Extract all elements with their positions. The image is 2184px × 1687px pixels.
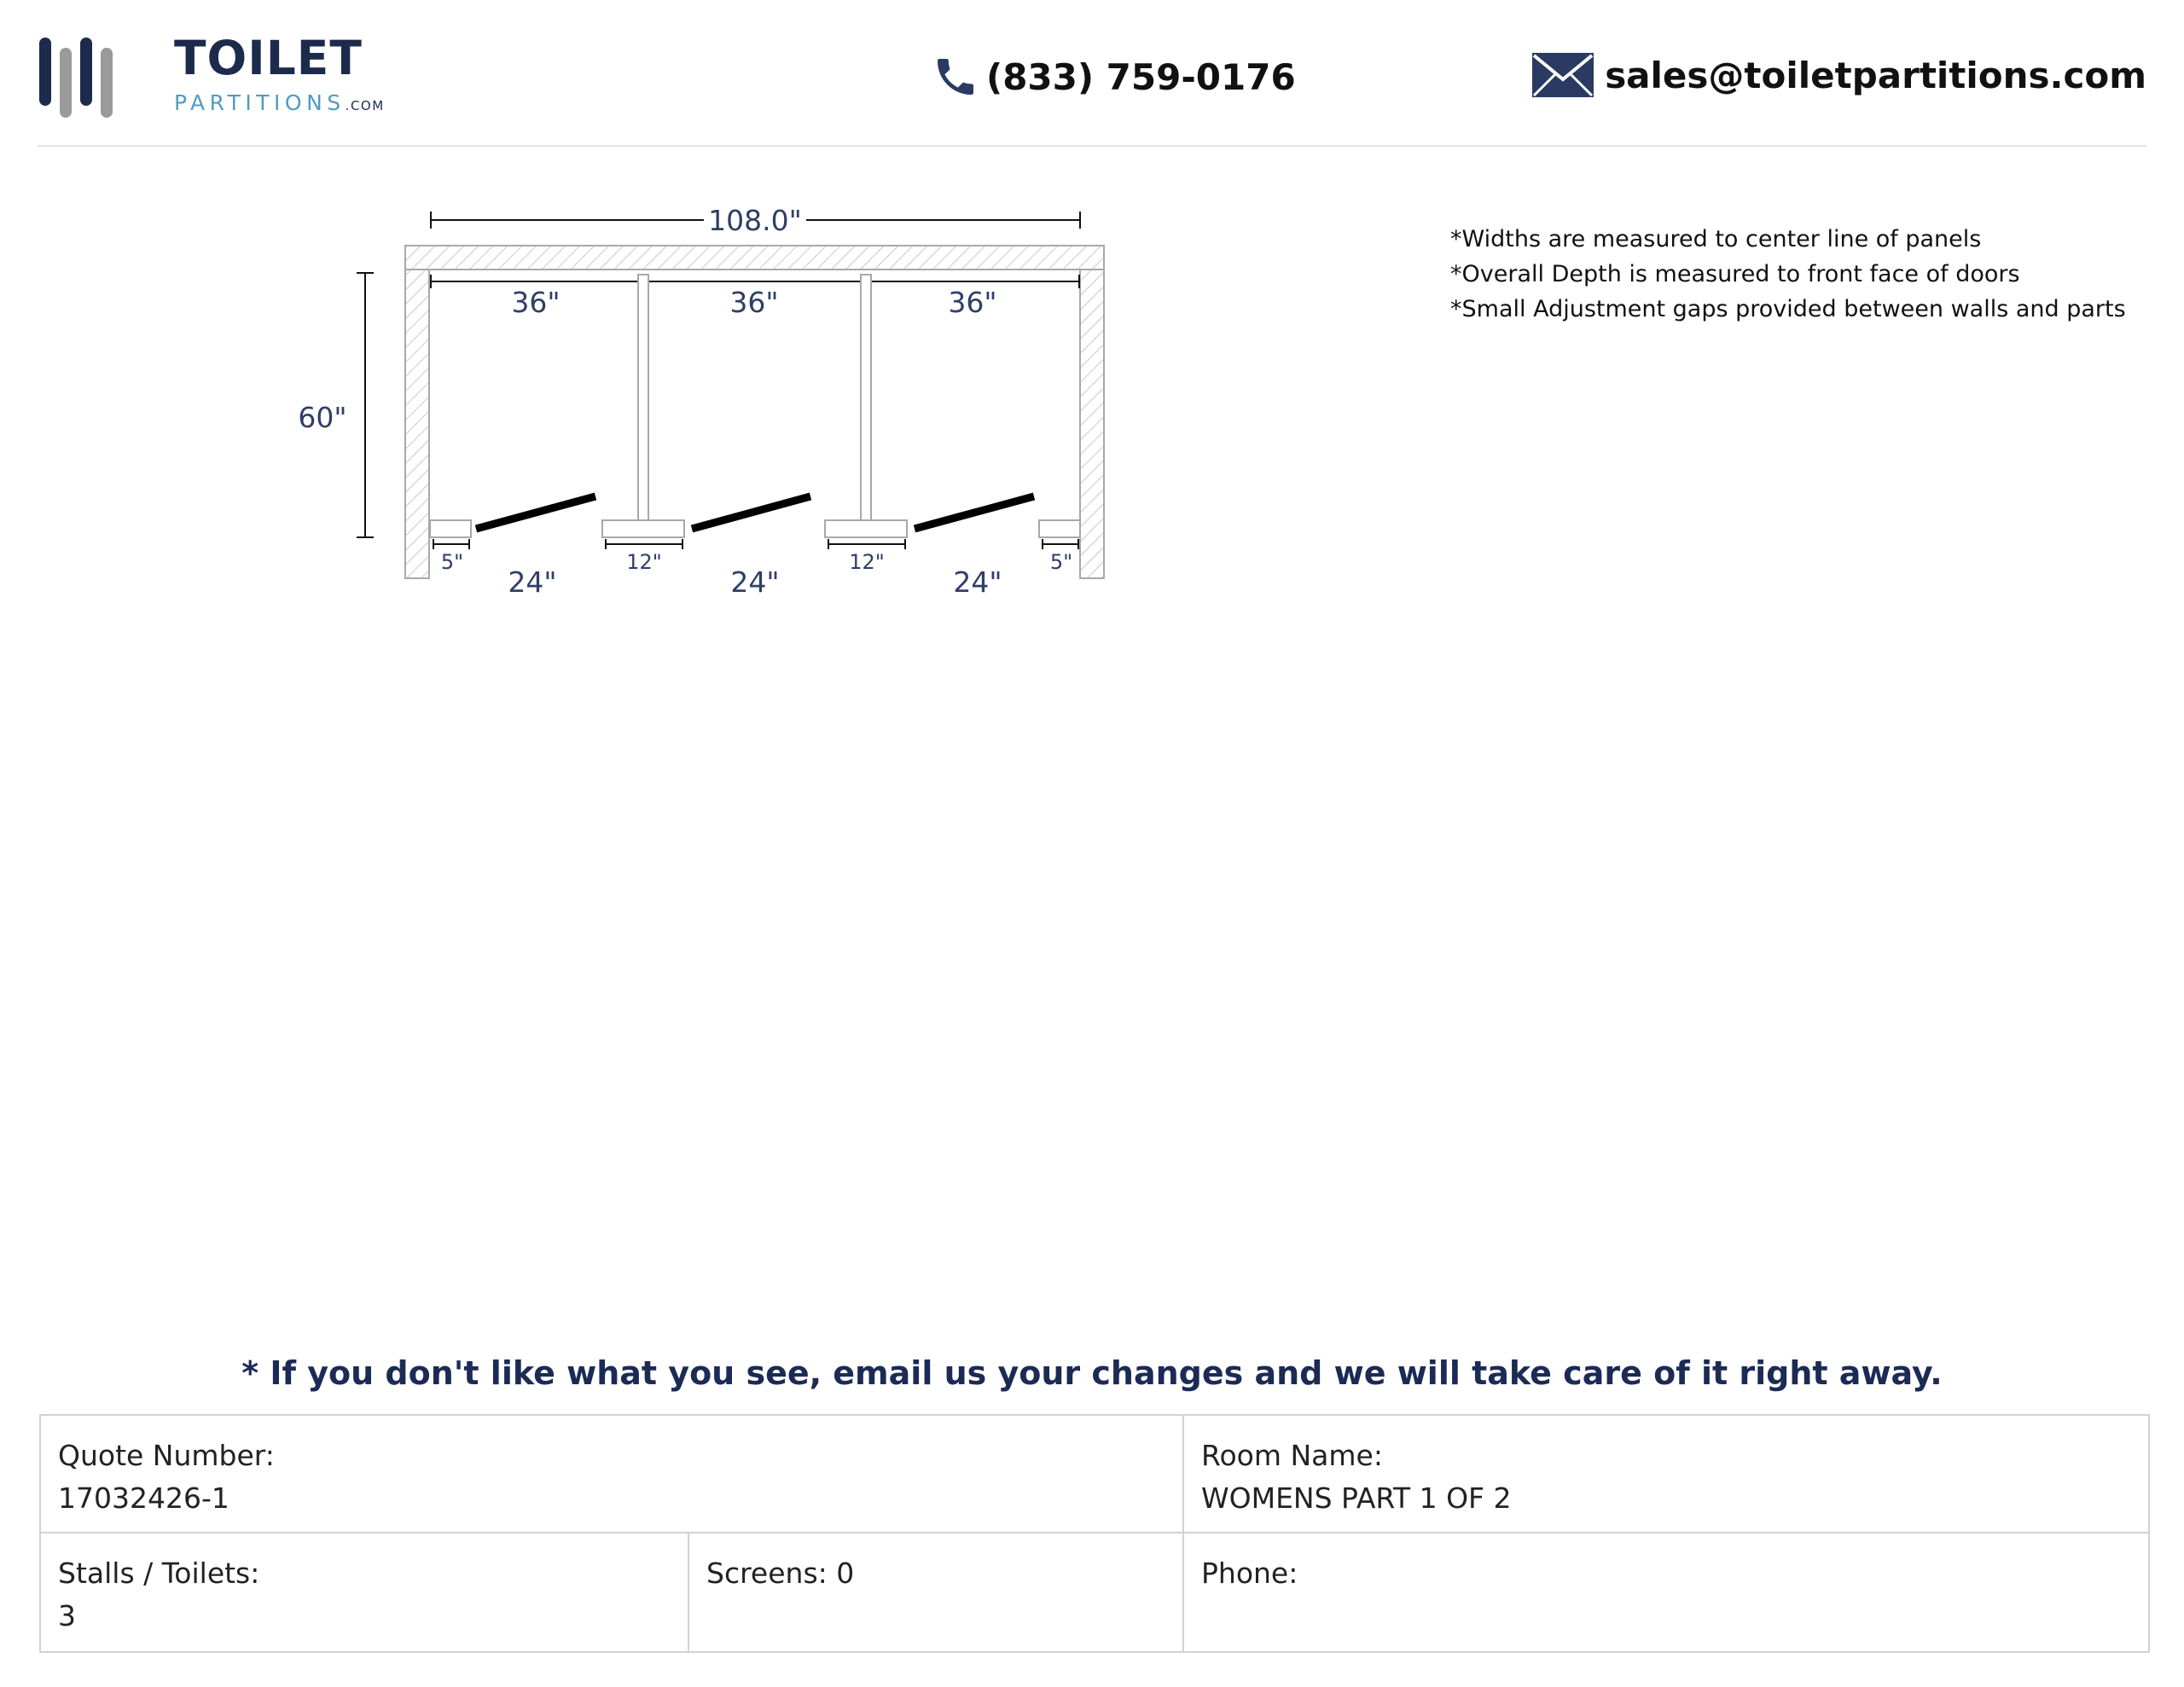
note-line: *Widths are measured to center line of panels (1450, 226, 1982, 252)
stalls-label: Stalls / Toilets: (58, 1557, 260, 1590)
header-phone[interactable] (932, 49, 1296, 104)
depth-label: 60" (298, 401, 347, 434)
screens-value: Screens: 0 (706, 1557, 855, 1590)
room-name-label: Room Name: (1201, 1439, 1383, 1472)
logo-subtitle (174, 90, 385, 115)
logo-bars-icon (38, 38, 123, 119)
quote-number-value: 17032426-1 (58, 1481, 229, 1515)
stalls-cell (41, 1533, 689, 1651)
quote-number-label: Quote Number: (58, 1439, 275, 1472)
partition-panel (861, 275, 871, 536)
stall-layout-diagram (282, 196, 1135, 606)
partition-panel (638, 275, 648, 536)
pilaster-width-label: 5" (1049, 550, 1073, 574)
changes-message: * If you don't like what you see, email us your changes and we will take care of it right away. (241, 1354, 1943, 1392)
phone-cell (1184, 1533, 2148, 1651)
stall-door (915, 496, 1034, 529)
screens-cell (689, 1533, 1184, 1651)
pilaster (430, 520, 471, 537)
door-width-label: 24" (953, 565, 1002, 599)
company-logo (38, 31, 413, 119)
stall-width-label: 36" (729, 286, 779, 319)
depth-dimension (298, 273, 374, 537)
phone-icon (932, 53, 979, 101)
stall-door (692, 496, 810, 529)
quote-number-cell (41, 1416, 1184, 1533)
pilaster-width-label: 5" (440, 550, 464, 574)
room-name-value: WOMENS PART 1 OF 2 (1201, 1481, 1512, 1515)
note-line: *Small Adjustment gaps provided between walls and parts (1450, 296, 2126, 322)
pilaster-width-label: 12" (626, 550, 662, 574)
stall-width-dimension (431, 275, 1079, 319)
email-address[interactable]: sales@toiletpartitions.com (1605, 54, 2146, 96)
logo-dotcom: .COM (345, 98, 385, 113)
right-wall (1080, 270, 1104, 578)
pilaster (602, 520, 684, 537)
phone-label: Phone: (1201, 1557, 1298, 1590)
overall-width-dimension (431, 204, 1080, 237)
logo-subtitle-text: PARTITIONS (174, 90, 346, 115)
pilaster (825, 520, 907, 537)
logo-wordmark: TOILET (174, 31, 363, 85)
stalls-value: 3 (58, 1599, 76, 1632)
left-wall (405, 270, 429, 578)
header-divider (38, 145, 2146, 147)
door-width-label: 24" (730, 565, 780, 599)
stall-width-label: 36" (948, 286, 997, 319)
quote-info-table (39, 1414, 2150, 1653)
stall-door (476, 496, 595, 529)
overall-width-label: 108.0" (708, 204, 802, 237)
drawing-notes (1450, 222, 2126, 327)
pilaster (1039, 520, 1080, 537)
header-email[interactable] (1531, 48, 2146, 102)
phone-number[interactable]: (833) 759-0176 (986, 55, 1296, 98)
door-width-label: 24" (508, 565, 557, 599)
envelope-icon (1531, 52, 1594, 98)
note-line: *Overall Depth is measured to front face of doors (1450, 261, 2020, 287)
stall-width-label: 36" (511, 286, 561, 319)
back-wall (405, 246, 1104, 270)
pilaster-width-label: 12" (849, 550, 885, 574)
room-name-cell (1184, 1416, 2148, 1533)
